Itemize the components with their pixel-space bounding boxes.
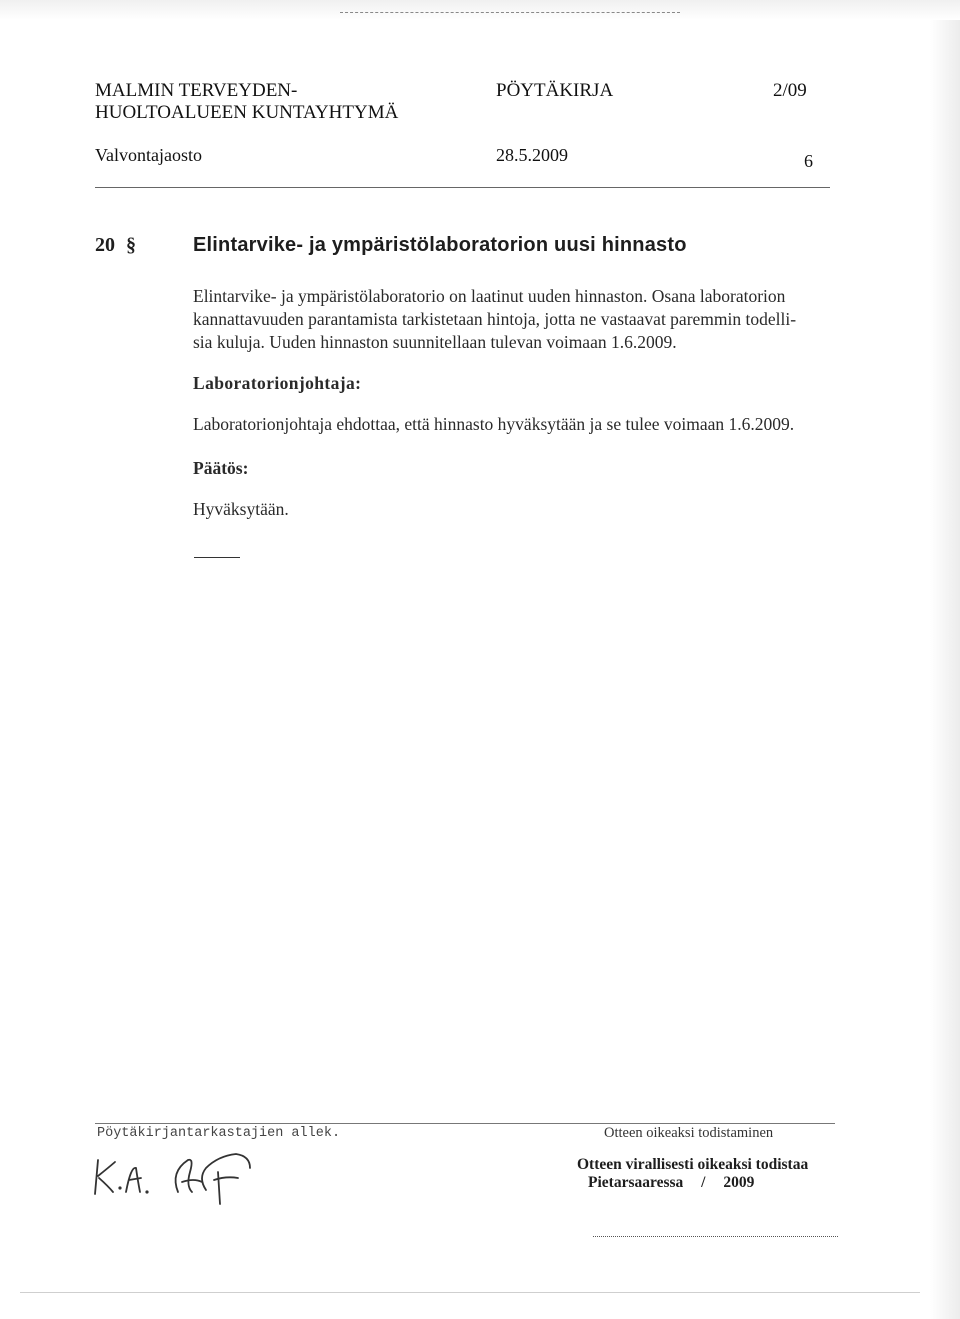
decision-text: Hyväksytään. [193,499,289,519]
doc-type: PÖYTÄKIRJA [496,80,614,101]
proposal-heading: Laboratorionjohtaja: [193,373,362,393]
scan-top-dashes [340,12,680,13]
org-name-line1: MALMIN TERVEYDEN- [95,80,298,101]
proposal-text: Laboratorionjohtaja ehdottaa, että hinnasto hyväksytään ja se tulee voimaan 1.6.2009. [193,414,795,434]
certification-city: Pietarsaaressa [588,1174,684,1191]
paragraph-line-1: Elintarvike- ja ympäristölaboratorio on laatinut uuden hinnaston. Osana laboratorion [193,286,786,306]
certification-place-year [588,1174,754,1192]
section-number-value: 20 [95,234,115,256]
header-divider [95,187,830,188]
org-name-line2: HUOLTOALUEEN KUNTAYHTYMÄ [95,102,399,123]
certification-year: 2009 [723,1174,755,1191]
decision-heading: Päätös: [193,458,249,478]
page-number: 6 [804,151,813,171]
section-title: Elintarvike- ja ympäristölaboratorion uusi hinnasto [193,234,687,256]
section-number [95,234,136,257]
committee-name: Valvontajaosto [95,145,202,165]
paragraph-line-3: sia kuluja. Uuden hinnaston suunnitellaan tulevan voimaan 1.6.2009. [193,332,677,352]
bottom-scan-line [20,1292,920,1293]
end-of-section-line [194,557,240,558]
section-symbol: § [126,234,136,256]
doc-number: 2/09 [773,80,807,101]
meeting-date: 28.5.2009 [496,145,568,165]
scan-top-artifact [0,0,960,20]
certification-dotted-line [593,1236,838,1237]
certification-separator: / [701,1174,706,1191]
paragraph-line-2: kannattavuuden parantamista tarkistetaan hintoja, jotta ne vastaavat paremmin todelli- [193,309,797,329]
certification-label: Otteen oikeaksi todistaminen [604,1125,774,1141]
certification-line1: Otteen virallisesti oikeaksi todistaa [577,1156,809,1173]
scan-right-edge [930,20,960,1319]
checkers-label: Pöytäkirjantarkastajien allek. [97,1126,341,1141]
handwritten-initials [90,1142,270,1227]
footer-divider [95,1123,835,1124]
